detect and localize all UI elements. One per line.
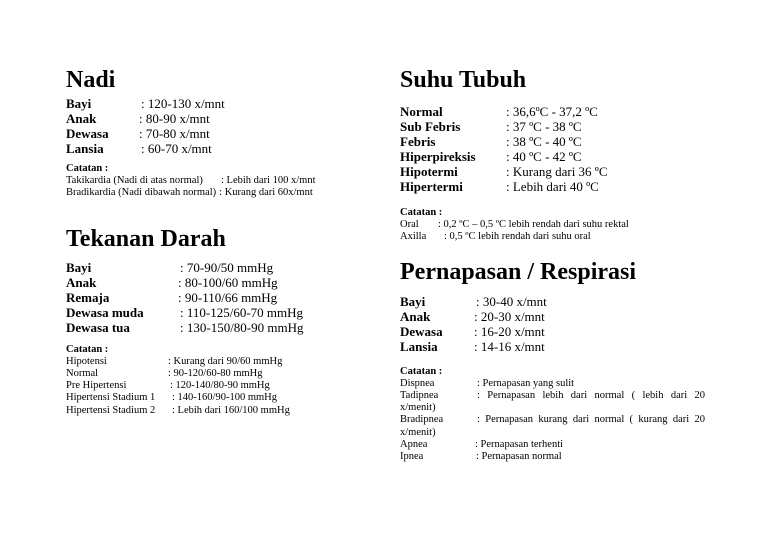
pernapasan-note-label: Tadipnea (400, 389, 439, 401)
nadi-row (66, 111, 366, 126)
pernapasan-label: Anak (400, 308, 431, 324)
nadi-value: : 70-80 x/mnt (139, 126, 210, 141)
pernapasan-note-value: : Pernapasan kurang dari normal ( kurang dari 20 x/menit) (400, 414, 705, 438)
pernapasan-value: : 30-40 x/mnt (476, 293, 547, 309)
right-column (400, 66, 705, 464)
suhu-tubuh-row (400, 104, 705, 119)
tekanan-darah-note (66, 368, 366, 380)
tekanan-darah-label: Anak (66, 274, 97, 290)
tekanan-darah-note-value: : 120-140/80-90 mmHg (170, 380, 270, 392)
tekanan-darah-notes-title: Catatan : (66, 343, 109, 355)
tekanan-darah-value: : 80-100/60 mmHg (178, 274, 278, 290)
suhu-tubuh-values (400, 104, 705, 194)
suhu-tubuh-row (400, 149, 705, 164)
tekanan-darah-note-value: : Lebih dari 160/100 mmHg (172, 404, 290, 416)
tekanan-darah-values (66, 260, 366, 335)
pernapasan-value: : 20-30 x/mnt (474, 308, 545, 324)
tekanan-darah-row (66, 320, 366, 335)
pernapasan-note (400, 414, 705, 439)
suhu-tubuh-section (400, 66, 705, 244)
nadi-note (66, 187, 366, 199)
tekanan-darah-note-value: : Kurang dari 90/60 mmHg (168, 355, 283, 367)
pernapasan-note-value: : Pernapasan lebih dari normal ( lebih dari 20 x/menit) (400, 389, 705, 414)
suhu-tubuh-label: Hiperpireksis (400, 149, 476, 164)
suhu-tubuh-value: : Kurang dari 36 ºC (506, 164, 608, 179)
tekanan-darah-note-label: Hipotensi (66, 355, 107, 367)
nadi-row (66, 141, 366, 156)
tekanan-darah-note (66, 380, 366, 392)
tekanan-darah-note-label: Hipertensi Stadium 2 (66, 404, 156, 416)
nadi-value: : 80-90 x/mnt (139, 111, 210, 126)
suhu-tubuh-notes (400, 207, 705, 244)
nadi-note-label: Takikardia (Nadi di atas normal) (66, 175, 203, 186)
suhu-tubuh-note-value: : 0,5 ºC lebih rendah dari suhu oral (444, 231, 591, 243)
suhu-tubuh-title: Suhu Tubuh (400, 67, 527, 93)
tekanan-darah-note-value: : 90-120/60-80 mmHg (168, 367, 263, 379)
nadi-values (66, 96, 366, 156)
suhu-tubuh-note (400, 231, 705, 243)
pernapasan-value: : 16-20 x/mnt (474, 323, 545, 339)
pernapasan-note-label: Bradipnea (400, 414, 444, 426)
pernapasan-row (400, 339, 705, 354)
tekanan-darah-note (66, 356, 366, 368)
suhu-tubuh-notes-title: Catatan : (400, 207, 443, 218)
tekanan-darah-section (66, 225, 366, 417)
pernapasan-note-value: : Pernapasan terhenti (475, 439, 564, 451)
suhu-tubuh-value: : 40 ºC - 42 ºC (506, 149, 582, 164)
nadi-note-label: Bradikardia (Nadi dibawah normal) (66, 187, 217, 199)
pernapasan-note (400, 439, 705, 451)
pernapasan-note-value: : Pernapasan yang sulit (477, 377, 575, 389)
tekanan-darah-note (66, 405, 366, 417)
suhu-tubuh-note-label: Axilla (400, 231, 427, 243)
pernapasan-note (400, 451, 705, 463)
tekanan-darah-note-label: Pre Hipertensi (66, 380, 127, 392)
nadi-label: Bayi (66, 96, 92, 111)
tekanan-darah-value: : 70-90/50 mmHg (180, 259, 274, 275)
pernapasan-values (400, 294, 705, 354)
pernapasan-title: Pernapasan / Respirasi (400, 258, 637, 285)
tekanan-darah-notes (66, 344, 366, 417)
pernapasan-value: : 14-16 x/mnt (474, 338, 545, 354)
suhu-tubuh-label: Febris (400, 134, 436, 149)
tekanan-darah-row (66, 305, 366, 320)
suhu-tubuh-note (400, 219, 705, 231)
tekanan-darah-row (66, 290, 366, 305)
pernapasan-note-label: Ipnea (400, 451, 424, 463)
tekanan-darah-label: Remaja (66, 289, 110, 305)
pernapasan-section (400, 258, 705, 464)
pernapasan-note-value: : Pernapasan normal (476, 451, 562, 463)
tekanan-darah-value: : 110-125/60-70 mmHg (180, 304, 304, 320)
suhu-tubuh-row (400, 119, 705, 134)
pernapasan-notes (400, 366, 705, 464)
suhu-tubuh-row (400, 179, 705, 194)
pernapasan-row (400, 324, 705, 339)
tekanan-darah-value: : 90-110/66 mmHg (178, 289, 278, 305)
tekanan-darah-label: Bayi (66, 259, 92, 275)
suhu-tubuh-label: Sub Febris (400, 119, 461, 134)
nadi-note (66, 175, 366, 187)
pernapasan-note-label: Apnea (400, 439, 428, 451)
nadi-label: Anak (66, 111, 97, 126)
nadi-label: Lansia (66, 141, 104, 156)
pernapasan-row (400, 294, 705, 309)
nadi-notes (66, 163, 366, 200)
suhu-tubuh-label: Normal (400, 104, 443, 119)
suhu-tubuh-row (400, 134, 705, 149)
pernapasan-label: Bayi (400, 293, 426, 309)
suhu-tubuh-note-label: Oral (400, 219, 419, 230)
suhu-tubuh-value: : Lebih dari 40 ºC (506, 179, 599, 194)
nadi-label: Dewasa (66, 126, 109, 141)
nadi-title: Nadi (66, 67, 116, 93)
nadi-note-value: : Kurang dari 60x/mnt (219, 187, 313, 199)
nadi-note-value: : Lebih dari 100 x/mnt (221, 175, 316, 186)
suhu-tubuh-label: Hipotermi (400, 164, 458, 179)
tekanan-darah-row (66, 275, 366, 290)
tekanan-darah-note-label: Normal (66, 367, 99, 379)
tekanan-darah-value: : 130-150/80-90 mmHg (180, 319, 304, 335)
nadi-value: : 60-70 x/mnt (141, 141, 212, 156)
suhu-tubuh-note-value: : 0,2 ºC – 0,5 ºC lebih rendah dari suhu rektal (438, 219, 629, 230)
tekanan-darah-note-label: Hipertensi Stadium 1 (66, 392, 156, 404)
nadi-row (66, 126, 366, 141)
tekanan-darah-note-value: : 140-160/90-100 mmHg (172, 392, 277, 404)
nadi-value: : 120-130 x/mnt (141, 96, 225, 111)
tekanan-darah-note (66, 392, 366, 404)
suhu-tubuh-row (400, 164, 705, 179)
pernapasan-notes-title: Catatan : (400, 365, 443, 377)
tekanan-darah-label: Dewasa tua (66, 319, 130, 335)
tekanan-darah-label: Dewasa muda (66, 304, 144, 320)
pernapasan-note (400, 390, 705, 415)
nadi-row (66, 96, 366, 111)
pernapasan-note-label: Dispnea (400, 377, 435, 389)
pernapasan-note (400, 378, 705, 390)
suhu-tubuh-value: : 36,6ºC - 37,2 ºC (506, 104, 598, 119)
tekanan-darah-row (66, 260, 366, 275)
pernapasan-label: Lansia (400, 338, 438, 354)
tekanan-darah-title: Tekanan Darah (66, 225, 226, 252)
pernapasan-row (400, 309, 705, 324)
suhu-tubuh-value: : 38 ºC - 40 ºC (506, 134, 582, 149)
left-column (66, 66, 366, 417)
suhu-tubuh-label: Hipertermi (400, 179, 463, 194)
nadi-section (66, 66, 366, 200)
suhu-tubuh-value: : 37 ºC - 38 ºC (506, 119, 582, 134)
nadi-notes-title: Catatan : (66, 163, 109, 174)
pernapasan-label: Dewasa (400, 323, 443, 339)
